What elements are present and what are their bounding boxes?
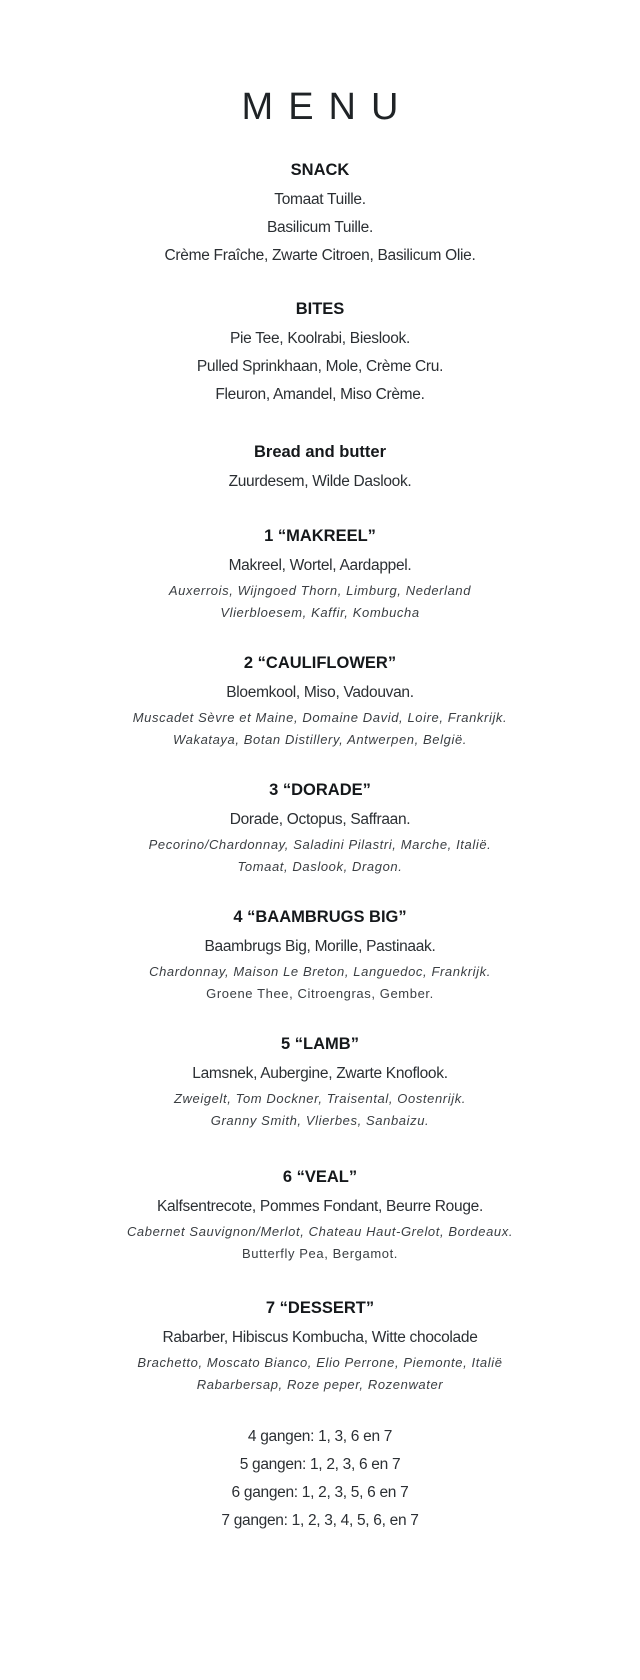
course-wine: Zweigelt, Tom Dockner, Traisental, Oostenrijk. [173, 1091, 467, 1106]
menu-line: Pie Tee, Koolrabi, Bieslook. [229, 330, 410, 347]
course-heading: 5 “LAMB” [281, 1035, 359, 1053]
course-heading: 3 “DORADE” [269, 781, 371, 799]
course-dish: Dorade, Octopus, Saffraan. [229, 811, 411, 828]
course-heading: 1 “MAKREEL” [264, 527, 376, 545]
course-6 [0, 1165, 640, 1265]
section-heading: SNACK [290, 161, 350, 179]
course-heading: 6 “VEAL” [282, 1168, 358, 1186]
course-7 [0, 1296, 640, 1396]
course-heading: 2 “CAULIFLOWER” [243, 654, 397, 672]
course-pairing: Butterfly Pea, Bergamot. [241, 1246, 399, 1261]
course-dish: Kalfsentrecote, Pommes Fondant, Beurre Rouge. [157, 1198, 483, 1215]
section-heading: Bread and butter [253, 443, 387, 461]
course-wine: Cabernet Sauvignon/Merlot, Chateau Haut-Grelot, Bordeaux. [126, 1224, 514, 1239]
course-option: 6 gangen: 1, 2, 3, 5, 6 en 7 [231, 1484, 409, 1501]
course-pairing: Rabarbersap, Roze peper, Rozenwater [196, 1377, 444, 1392]
course-option: 5 gangen: 1, 2, 3, 6 en 7 [239, 1456, 401, 1473]
course-wine: Brachetto, Moscato Bianco, Elio Perrone, Piemonte, Italië [137, 1355, 503, 1370]
course-option: 4 gangen: 1, 3, 6 en 7 [247, 1428, 393, 1445]
course-5 [0, 1032, 640, 1132]
menu-line: Basilicum Tuille. [266, 219, 374, 236]
course-3 [0, 778, 640, 878]
menu-line: Zuurdesem, Wilde Daslook. [228, 473, 412, 490]
course-wine: Pecorino/Chardonnay, Saladini Pilastri, Marche, Italië. [148, 837, 492, 852]
course-dish: Rabarber, Hibiscus Kombucha, Witte chocolade [162, 1329, 478, 1346]
course-dish: Makreel, Wortel, Aardappel. [228, 557, 412, 574]
course-pairing: Vlierbloesem, Kaffir, Kombucha [220, 605, 420, 620]
course-4 [0, 905, 640, 1005]
menu-line: Tomaat Tuille. [274, 191, 366, 208]
course-pairing: Groene Thee, Citroengras, Gember. [206, 986, 434, 1001]
course-dish: Bloemkool, Miso, Vadouvan. [226, 684, 414, 701]
course-dish: Baambrugs Big, Morille, Pastinaak. [204, 938, 436, 955]
course-option: 7 gangen: 1, 2, 3, 4, 5, 6, en 7 [221, 1512, 419, 1529]
course-1 [0, 524, 640, 624]
menu-line: Pulled Sprinkhaan, Mole, Crème Cru. [196, 358, 444, 375]
course-heading: 4 “BAAMBRUGS BIG” [233, 908, 407, 926]
section-heading: BITES [295, 300, 345, 318]
course-dish: Lamsnek, Aubergine, Zwarte Knoflook. [192, 1065, 448, 1082]
section-bread [0, 440, 640, 496]
course-wine: Auxerrois, Wijngoed Thorn, Limburg, Nederland [168, 583, 472, 598]
menu-line: Fleuron, Amandel, Miso Crème. [215, 386, 425, 403]
course-pairing: Wakataya, Botan Distillery, Antwerpen, België. [173, 732, 467, 747]
course-pairing: Tomaat, Daslook, Dragon. [237, 859, 403, 874]
course-pairing: Granny Smith, Vlierbes, Sanbaizu. [210, 1113, 430, 1128]
section-bites [0, 297, 640, 409]
course-options [0, 1423, 640, 1535]
course-heading: 7 “DESSERT” [265, 1299, 375, 1317]
menu-title: MENU [241, 86, 414, 128]
course-wine: Muscadet Sèvre et Maine, Domaine David, Loire, Frankrijk. [132, 710, 508, 725]
course-2 [0, 651, 640, 751]
course-wine: Chardonnay, Maison Le Breton, Languedoc, Frankrijk. [149, 964, 491, 979]
section-snack [0, 158, 640, 270]
menu-line: Crème Fraîche, Zwarte Citroen, Basilicum Olie. [164, 247, 476, 264]
